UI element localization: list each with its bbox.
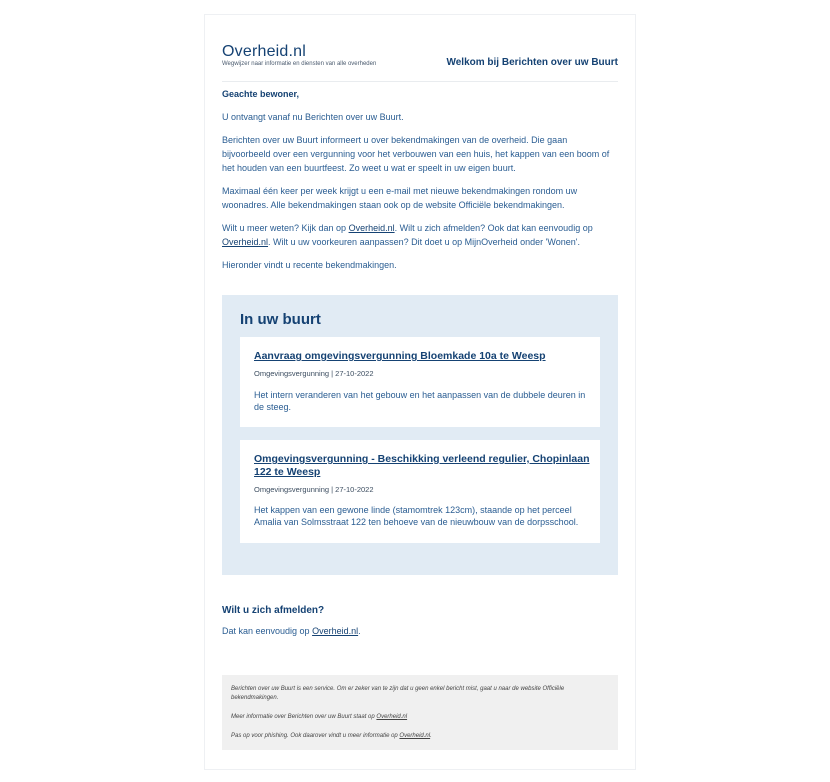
email-card: [204, 14, 636, 770]
list-item: [240, 337, 600, 427]
logo-text: Overheid.nl: [222, 43, 307, 60]
item-title-link[interactable]: Aanvraag omgevingsvergunning Bloemkade 10a te Weesp: [254, 350, 546, 362]
in-uw-buurt-section: [222, 295, 618, 575]
intro-paragraph-1: U ontvangt vanaf nu Berichten over uw Buurt.: [222, 112, 404, 122]
intro-paragraph-3: Maximaal één keer per week krijgt u een e-mail met nieuwe bekendmakingen rondom uw woonadres. Alle bekendmakingen staan ook op de website Officiële bekendmakingen.: [222, 186, 578, 210]
intro-paragraph-2: Berichten over uw Buurt informeert u over bekendmakingen van de overheid. Die gaan bijvoorbeeld over een vergunning voor het verbouwen van een huis, het kappen van een boom of het houden van een buurtfeest. Zo weet u wat er speelt in uw eigen buurt.: [222, 135, 610, 173]
email-footer: [222, 675, 618, 750]
list-item: [240, 440, 600, 543]
footer-note-2: [231, 713, 611, 722]
email-header: [222, 29, 618, 82]
welcome-title: Welkom bij Berichten over uw Buurt: [446, 57, 618, 68]
footer-note-1: Berichten over uw Buurt is een service. Om er zeker van te zijn dat u geen enkel bericht mist, gaat u naar de website Officiële bekendmakingen.: [231, 686, 565, 701]
p4-text-a: Wilt u meer weten? Kijk dan op: [222, 223, 349, 233]
intro-paragraph-5: Hieronder vindt u recente bekendmakingen.: [222, 260, 397, 270]
item-meta: Omgevingsvergunning | 27-10-2022: [254, 369, 374, 378]
item-meta: Omgevingsvergunning | 27-10-2022: [254, 485, 374, 494]
item-title-link[interactable]: Omgevingsvergunning - Beschikking verleend regulier, Chopinlaan 122 te Weesp: [254, 453, 590, 478]
footer-note-3: [231, 732, 611, 741]
intro-paragraph-4: [222, 221, 618, 249]
p4-text-c: . Wilt u uw voorkeuren aanpassen? Dit doet u op MijnOverheid onder 'Wonen'.: [268, 237, 580, 247]
footer-note-3-text: Pas op voor phishing. Ook daarover vindt u meer informatie op: [231, 733, 400, 739]
footer-link-1[interactable]: Overheid.nl: [376, 714, 408, 720]
unsubscribe-heading: Wilt u zich afmelden?: [222, 605, 325, 616]
unsubscribe-text: [222, 624, 618, 638]
overheid-link-2[interactable]: Overheid.nl: [222, 237, 269, 247]
overheid-link-1[interactable]: Overheid.nl: [348, 223, 395, 233]
footer-note-end: .: [430, 733, 432, 739]
p4-text-b: . Wilt u zich afmelden? Ook dat kan eenvoudig op: [394, 223, 593, 233]
unsubscribe-link[interactable]: Overheid.nl: [312, 626, 359, 636]
unsubscribe-text-b: .: [358, 626, 361, 636]
footer-link-2[interactable]: Overheid.nl: [399, 733, 431, 739]
unsubscribe-text-a: Dat kan eenvoudig op: [222, 626, 313, 636]
greeting: Geachte bewoner,: [222, 89, 300, 99]
item-description: Het intern veranderen van het gebouw en het aanpassen van de dubbele deuren in de steeg.: [254, 390, 586, 412]
footer-note-2-text: Meer informatie over Berichten over uw Buurt staat op: [231, 714, 377, 720]
overheid-logo[interactable]: [222, 43, 376, 67]
section-title: In uw buurt: [240, 311, 321, 328]
logo-tagline: Wegwijzer naar informatie en diensten van alle overheden: [222, 61, 377, 67]
item-description: Het kappen van een gewone linde (stamomtrek 123cm), staande op het perceel Amalia van Solmsstraat 122 ten behoeve van de nieuwbouw van de dorpsschool.: [254, 505, 579, 527]
